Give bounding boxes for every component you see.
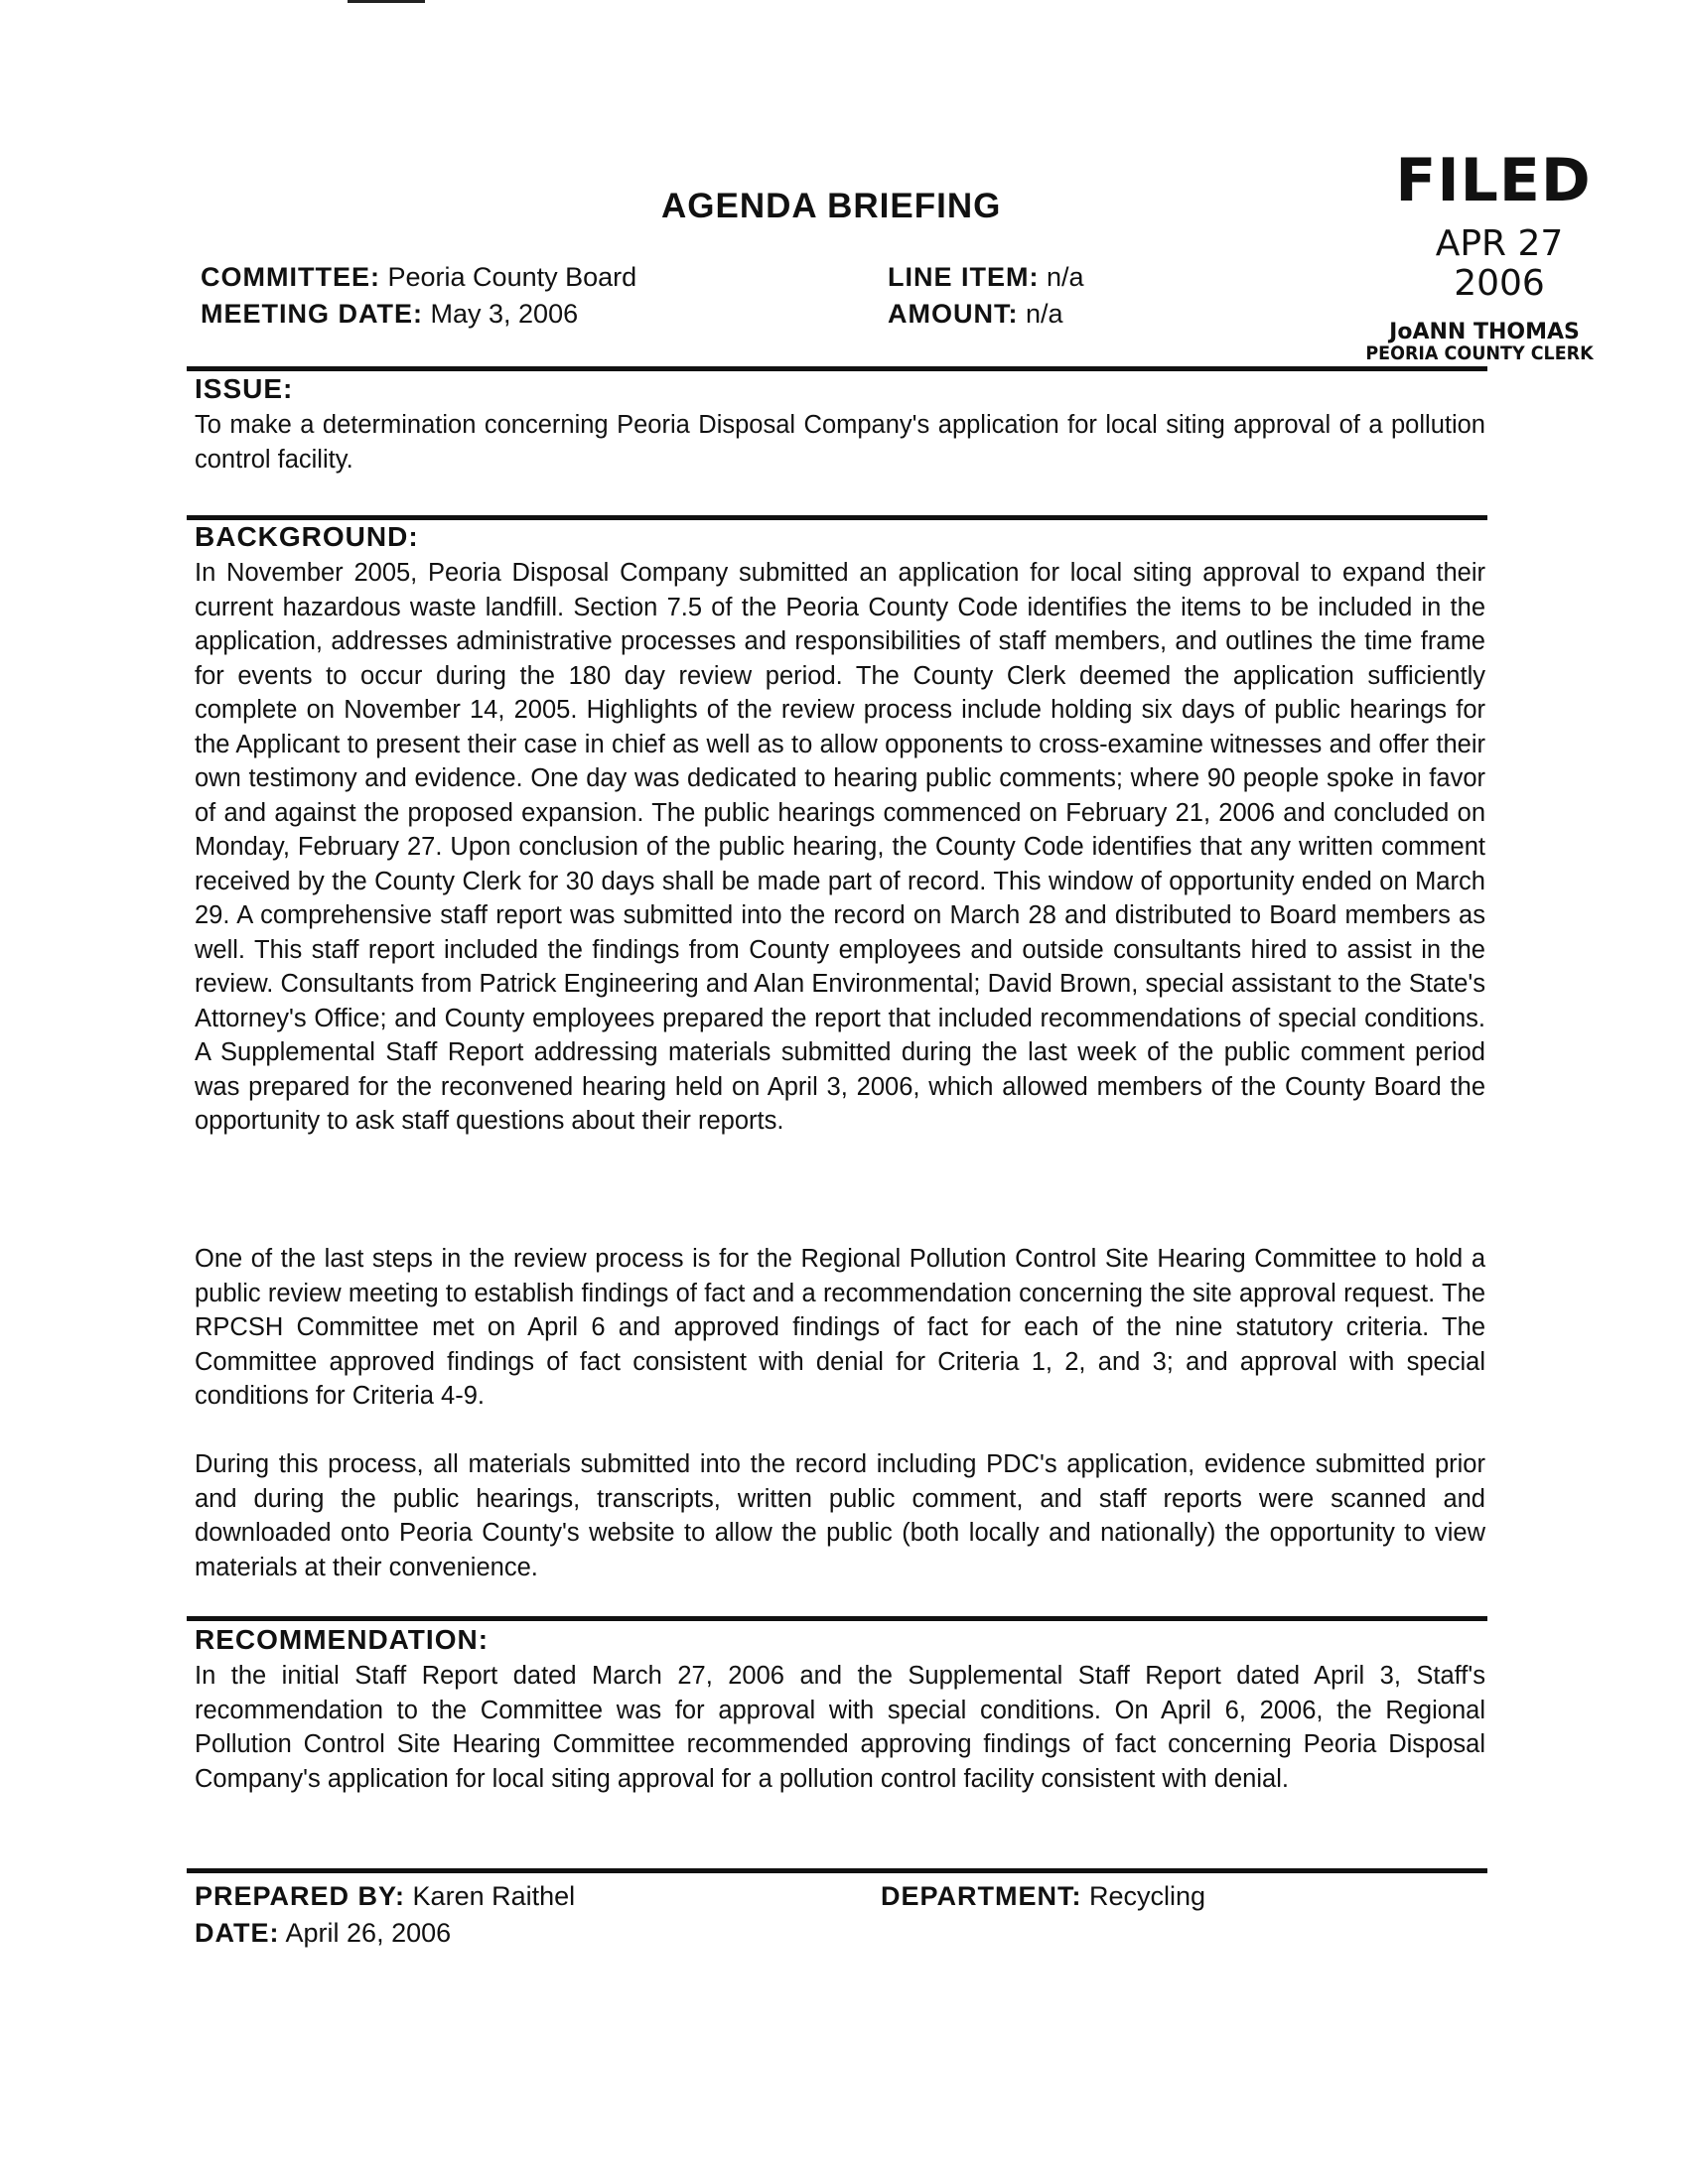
background-paragraph-1: In November 2005, Peoria Disposal Company submitted an application for local siting approval to expand their current hazardous waste landfill. Section 7.5 of the Peoria County Code identifies the items to be included in the application, addresses administrative processes and responsibilities of staff members, and outlines the time frame for events to occur during the 180 day review period. The County Clerk deemed the application sufficiently complete on November 14, 2005. Highlights of the review process include holding six days of public hearings for the Applicant to present their case in chief as well as to allow opponents to cross-examine witnesses and offer their own testimony and evidence. One day was dedicated to hearing public comments; where 90 people spoke in favor of and against the proposed expansion. The public hearings commenced on February 21, 2006 and concluded on Monday, February 27. Upon conclusion of the public hearing, the County Code identifies that any written comment received by the County Clerk for 30 days shall be made part of record. This window of opportunity ended on March 29. A comprehensive staff report was submitted into the record on March 28 and distributed to Board members as well. This staff report included the findings from County employees and outside consultants hired to assist in the review. Consultants from Patrick Engineering and Alan Environmental; David Brown, special assistant to the State's Attorney's Office; and County employees prepared the report that included recommendations of special conditions. A Supplemental Staff Report addressing materials submitted during the last week of the public comment period was prepared for the reconvened hearing held on April 3, 2006, which allowed members of the County Board the opportunity to ask staff questions about their reports. [195, 559, 1485, 1135]
committee-label: COMMITTEE: [201, 262, 380, 292]
amount-row [888, 296, 1063, 332]
meeting-date-label: MEETING DATE: [201, 299, 423, 329]
meeting-date-value: May 3, 2006 [430, 299, 579, 329]
line-item-row [888, 259, 1084, 295]
stamp-clerk-office: PEORIA COUNTY CLERK [1365, 342, 1594, 364]
background-heading: BACKGROUND: [195, 521, 419, 552]
department-value: Recycling [1089, 1881, 1206, 1911]
issue-heading: ISSUE: [195, 373, 294, 404]
prepared-by-value: Karen Raithel [412, 1881, 576, 1911]
stamp-date: APR 27 2006 [1435, 223, 1564, 304]
amount-value: n/a [1026, 299, 1063, 329]
scan-mark [348, 0, 425, 3]
background-paragraph-2: One of the last steps in the review process is for the Regional Pollution Control Site Hearing Committee to hold a public review meeting to establish findings of fact and a recommendation concerning the site approval request. The RPCSH Committee met on April 6 and approved findings of fact for each of the nine statutory criteria. The Committee approved findings of fact consistent with denial for Criteria 1, 2, and 3; and approval with special conditions for Criteria 4-9. [195, 1245, 1485, 1410]
filed-stamp [1350, 146, 1609, 364]
amount-label: AMOUNT: [888, 299, 1019, 329]
date-row [195, 1915, 451, 1951]
department-label: DEPARTMENT: [881, 1881, 1082, 1911]
committee-row [201, 259, 636, 295]
meeting-date-row [201, 296, 578, 332]
stamp-clerk-name: JoANN THOMAS [1389, 320, 1580, 344]
line-item-value: n/a [1047, 262, 1084, 292]
line-item-label: LINE ITEM: [888, 262, 1040, 292]
issue-text: To make a determination concerning Peoria Disposal Company's application for local siting approval of a pollution control facility. [195, 411, 1485, 474]
date-value: April 26, 2006 [285, 1918, 452, 1948]
divider-issue [187, 366, 1487, 371]
recommendation-heading: RECOMMENDATION: [195, 1624, 490, 1655]
background-paragraph-3: During this process, all materials submitted into the record including PDC's application, evidence submitted prior and during the public hearings, transcripts, written public comment, and staff reports were scanned and downloaded onto Peoria County's website to allow the public (both locally and nationally) the opportunity to view materials at their convenience. [195, 1450, 1485, 1581]
recommendation-text: In the initial Staff Report dated March 27, 2006 and the Supplemental Staff Report dated April 3, Staff's recommendation to the Committee was for approval with special conditions. On April 6, 2006, the Regional Pollution Control Site Hearing Committee recommended approving findings of fact concerning Peoria Disposal Company's application for local siting approval for a pollution control facility consistent with denial. [195, 1662, 1485, 1793]
prepared-by-row [195, 1878, 575, 1914]
committee-value: Peoria County Board [387, 262, 637, 292]
divider-recommendation [187, 1616, 1487, 1621]
department-row [881, 1878, 1205, 1914]
divider-background [187, 515, 1487, 520]
page-title: AGENDA BRIEFING [661, 187, 1002, 225]
stamp-filed-text: FILED [1395, 146, 1592, 215]
date-label: DATE: [195, 1918, 280, 1948]
divider-footer [187, 1868, 1487, 1873]
prepared-by-label: PREPARED BY: [195, 1881, 406, 1911]
